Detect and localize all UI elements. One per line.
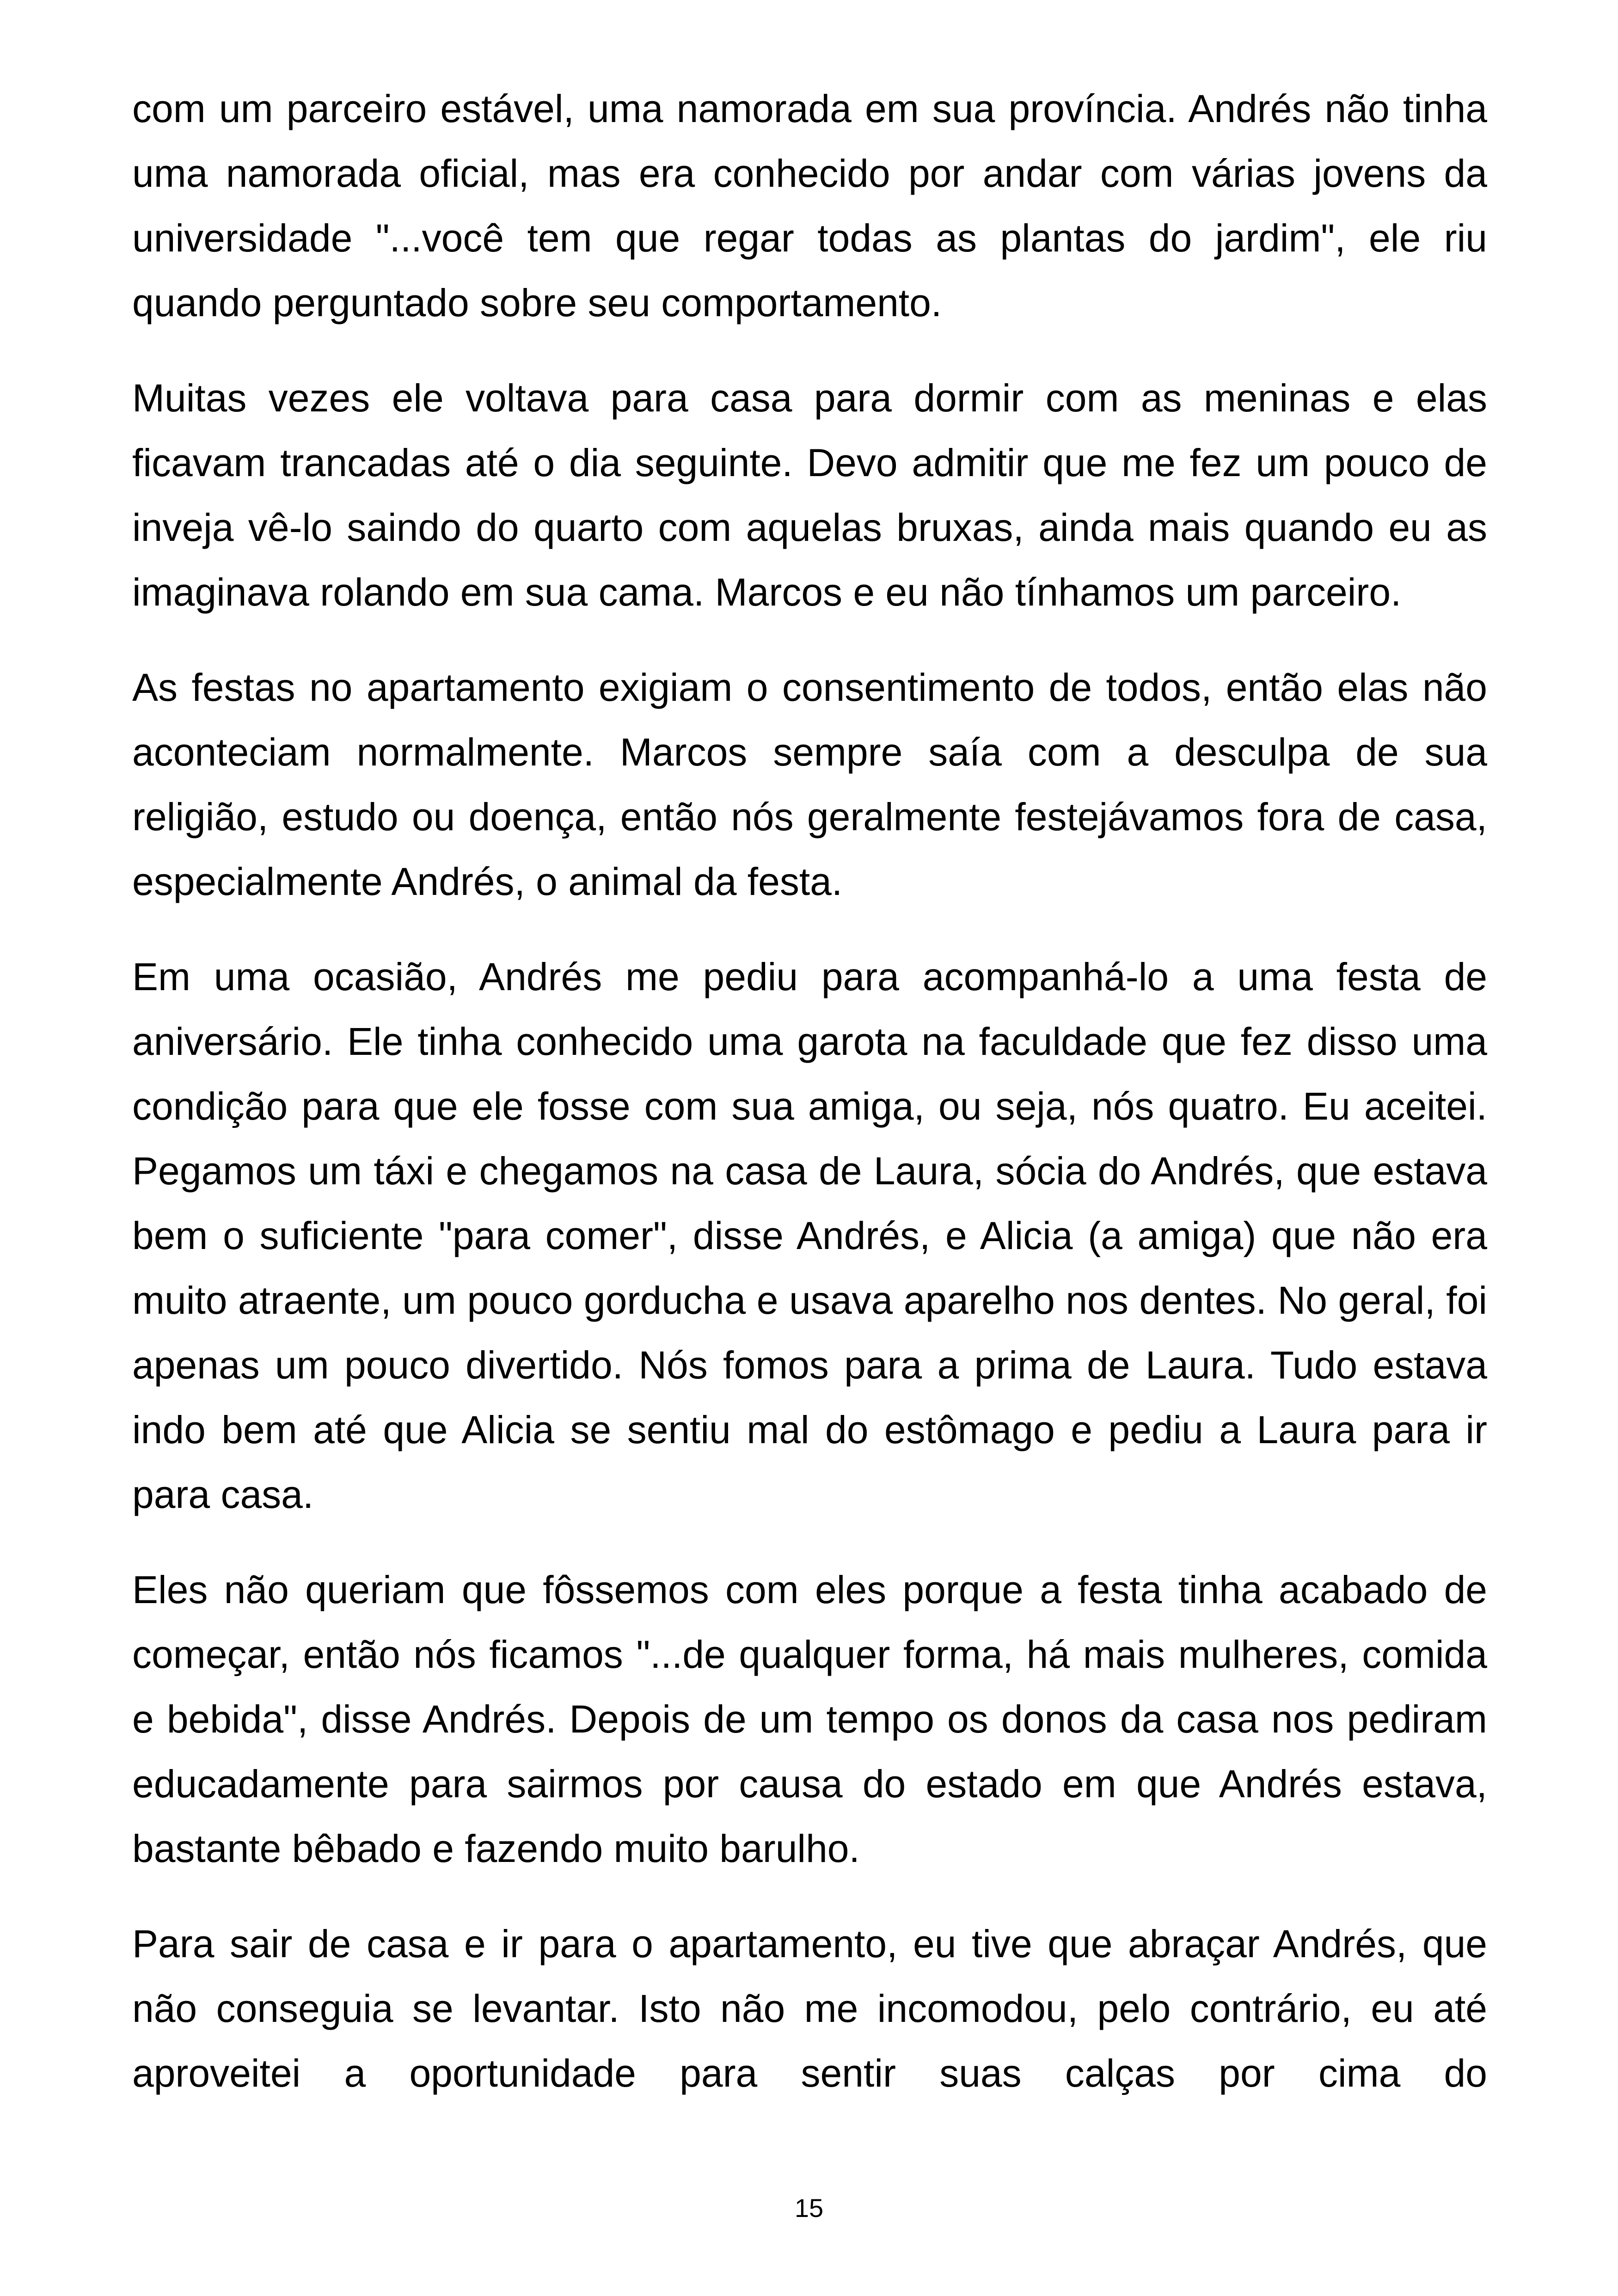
page-number: 15: [794, 2193, 824, 2223]
paragraph: com um parceiro estável, uma namorada em sua província. Andrés não tinha uma namorada oficial, mas era conhecido por andar com várias jovens da universidade "...você tem que regar todas as plantas do jardim", ele riu quando perguntado sobre seu comportamento.: [132, 87, 1487, 325]
paragraph: As festas no apartamento exigiam o consentimento de todos, então elas não aconteciam normalmente. Marcos sempre saía com a desculpa de sua religião, estudo ou doença, então nós geralmente festejávamos fora de casa, especialmente Andrés, o animal da festa.: [132, 666, 1487, 903]
paragraph: Em uma ocasião, Andrés me pediu para acompanhá-lo a uma festa de aniversário. Ele tinha conhecido uma garota na faculdade que fez disso uma condição para que ele fosse com sua amiga, ou seja, nós quatro. Eu aceitei. Pegamos um táxi e chegamos na casa de Laura, sócia do Andrés, que estava bem o suficiente "para comer", disse Andrés, e Alicia (a amiga) que não era muito atraente, um pouco gorducha e usava aparelho nos dentes. No geral, foi apenas um pouco divertido. Nós fomos para a prima de Laura. Tudo estava indo bem até que Alicia se sentiu mal do estômago e pediu a Laura para ir para casa.: [132, 955, 1487, 1516]
paragraph: Muitas vezes ele voltava para casa para dormir com as meninas e elas ficavam trancadas até o dia seguinte. Devo admitir que me fez um pouco de inveja vê-lo saindo do quarto com aquelas bruxas, ainda mais quando eu as imaginava rolando em sua cama. Marcos e eu não tínhamos um parceiro.: [132, 376, 1487, 614]
body-text: [132, 76, 1487, 2106]
paragraph: Para sair de casa e ir para o apartamento, eu tive que abraçar Andrés, que não conseguia se levantar. Isto não me incomodou, pelo contrário, eu até aproveitei a oportunidade para sentir suas calças por cima do: [132, 1922, 1487, 2095]
paragraph: Eles não queriam que fôssemos com eles porque a festa tinha acabado de começar, então nós ficamos "...de qualquer forma, há mais mulheres, comida e bebida", disse Andrés. Depois de um tempo os donos da casa nos pediram educadamente para sairmos por causa do estado em que Andrés estava, bastante bêbado e fazendo muito barulho.: [132, 1568, 1487, 1870]
